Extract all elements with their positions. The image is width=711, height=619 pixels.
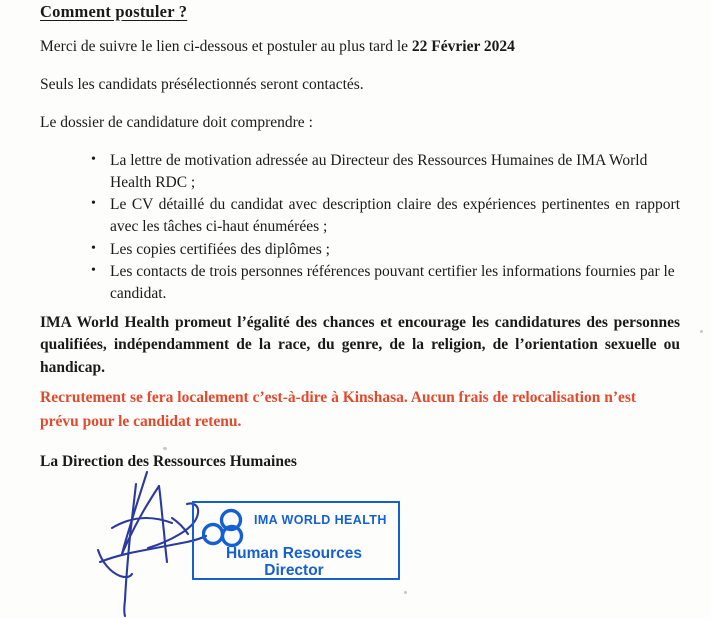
apply-instruction-text: Merci de suivre le lien ci-dessous et postuler au plus tard le [40,38,412,55]
bullet-icon: • [91,263,96,279]
relocation-note: Recrutement se fera localement c’est-à-dire à Kinshasa. Aucun frais de relocalisation n’est prévu pour le candidat retenu. [40,389,637,431]
list-item [78,194,680,237]
list-item-text: Les contacts de trois personnes références pouvant certifier les informations fournies par le candidat. [110,263,675,303]
three-interlocking-circles-icon [202,508,246,548]
requirements-list [78,150,680,306]
dossier-intro: Le dossier de candidature doit comprendre : [40,114,313,131]
bullet-icon: • [91,240,96,256]
bullet-icon: • [91,152,96,167]
scan-speck [404,591,407,594]
list-item-text: La lettre de motivation adressée au Directeur des Ressources Humaines de IMA World Health RDC ; [110,152,648,191]
list-item [78,239,680,261]
stamp-organization: IMA WORLD HEALTH [254,513,387,527]
list-item [78,150,680,193]
page-title: Comment postuler ? [40,2,188,21]
stamp-department: Human Resources [225,545,363,562]
signatory-title: La Direction des Ressources Humaines [40,453,297,470]
stamp-role-block [194,545,394,580]
official-stamp [192,501,400,580]
list-item-text: Les copies certifiées des diplômes ; [110,240,330,258]
scan-speck [700,330,703,333]
scan-speck [163,447,167,450]
bullet-icon: • [91,196,96,212]
equal-opportunity-statement: IMA World Health promeut l’égalité des chances et encourage les candidatures des personnes qualifiées, indépendamment de la race, du genre, de la religion, de l’orientation sexuelle ou handicap. [40,314,680,376]
application-deadline: 22 Février 2024 [411,38,515,55]
shortlist-note: Seuls les candidats présélectionnés seront contactés. [40,76,364,93]
apply-instruction-paragraph [40,36,680,58]
stamp-role: Director [264,562,324,580]
list-item [78,261,680,304]
list-item-text: Le CV détaillé du candidat avec description claire des expériences pertinentes en rapport avec les tâches ci-haut énumérées ; [110,196,680,236]
